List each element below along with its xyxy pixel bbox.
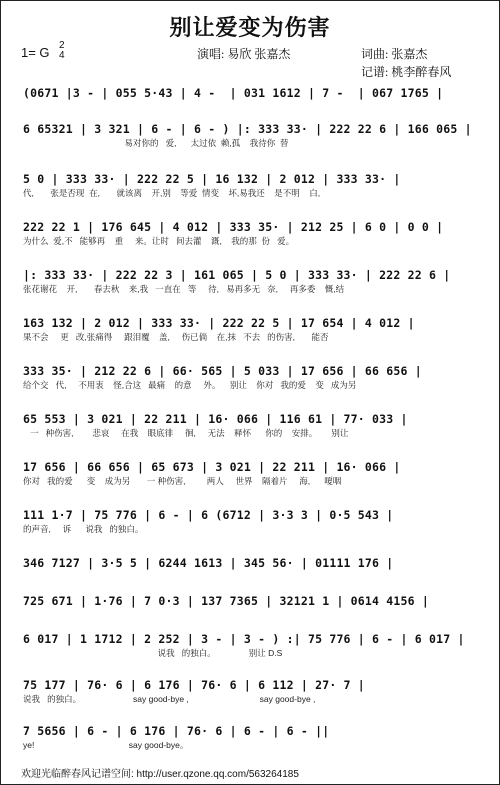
key-signature: 1= G <box>21 45 50 60</box>
notation-line: 725 671 | 1·76 | 7 0·3 | 137 7365 | 32121 1 | 0614 4156 | <box>23 594 430 608</box>
lyric-line: 给个交 代, 不用衷 怪,合这 最痛 的意 外。 别让 你对 我的爱 变 成为另 <box>23 380 357 390</box>
music-system <box>23 723 473 751</box>
lyric-line: 说我 的独白。 say good-bye , say good-bye , <box>23 694 316 704</box>
music-system <box>23 593 473 621</box>
lyric-line: 代, 张是否现 在, 就该离 开,别 等爱 情变 坏,易我还 是不明 白, <box>23 188 321 198</box>
music-system <box>23 555 473 583</box>
lyric-line: ye! say good-bye。 <box>23 740 189 750</box>
notation-line: (0671 |3 - | 055 5·43 | 4 - | 031 1612 | 7 - | 067 1765 | <box>23 86 444 100</box>
lyric-line: 易对你的 爱, 太过依 赖,孤 我待你 替 <box>23 138 289 148</box>
notation-line: 163 132 | 2 012 | 333 33· | 222 22 5 | 17 654 | 4 012 | <box>23 316 415 330</box>
music-system <box>23 171 473 199</box>
music-system <box>23 631 473 659</box>
notation-line: 17 656 | 66 656 | 65 673 | 3 021 | 22 211 | 16· 066 | <box>23 460 401 474</box>
notation-line: 7 5656 | 6 - | 6 176 | 76· 6 | 6 - | 6 - || <box>23 724 330 738</box>
lyric-line: 果不会 更 改,张痛得 跟泪覆 盖, 伤已倘 在,抹 不去 的伤害, 能否 <box>23 332 329 342</box>
notation-line: 75 177 | 76· 6 | 6 176 | 76· 6 | 6 112 | 27· 7 | <box>23 678 365 692</box>
lyric-line <box>23 101 473 113</box>
music-system <box>23 411 473 439</box>
lyric-line: 一 种伤害, 悲哀 在我 眼底徘 徊, 无法 释怀 你的 安排。 别让 <box>23 428 349 438</box>
lyric-line <box>23 571 473 583</box>
music-system <box>23 315 473 343</box>
music-system <box>23 459 473 487</box>
music-system <box>23 267 473 295</box>
song-title: 别让爱变为伤害 <box>169 15 331 40</box>
notation-line: 111 1·7 | 75 776 | 6 - | 6 (6712 | 3·3 3 | 0·5 543 | <box>23 508 394 522</box>
lyric-line <box>23 609 473 621</box>
music-system <box>23 677 473 705</box>
notation-line: 222 22 1 | 176 645 | 4 012 | 333 35· | 212 25 | 6 0 | 0 0 | <box>23 220 444 234</box>
time-signature-top: 2 <box>59 40 65 51</box>
footer-url: 欢迎光临醉春风记谱空间: http://user.qzone.qq.com/563264185 <box>21 769 299 780</box>
music-system <box>23 121 473 149</box>
lyric-line: 的声音, 诉 说我 的独白。 <box>23 524 144 534</box>
time-signature <box>59 41 65 61</box>
lyric-line: 你对 我的爱 变 成为另 一 种伤害, 两人 世界 隔着片 海, 嗄咽 <box>23 476 342 486</box>
lyric-line: 张花谢花 开, 春去秋 来,我 一直在 等 待, 易再多无 奈, 再多委 慨,结 <box>23 284 345 294</box>
notation-line: 333 35· | 212 22 6 | 66· 565 | 5 033 | 17 656 | 66 656 | <box>23 364 422 378</box>
music-system <box>23 507 473 535</box>
singers-credit: 演唱: 易欣 张嘉杰 <box>197 47 291 61</box>
notation-line: 6 65321 | 3 321 | 6 - | 6 - ) |: 333 33· | 222 22 6 | 166 065 | <box>23 122 472 136</box>
notation-credit: 记谱: 桃李醉春风 <box>361 65 452 79</box>
notation-line: 5 0 | 333 33· | 222 22 5 | 16 132 | 2 012 | 333 33· | <box>23 172 401 186</box>
time-signature-bottom: 4 <box>59 50 65 61</box>
lyricist-credit: 词曲: 张嘉杰 <box>361 47 428 61</box>
music-system <box>23 85 473 113</box>
notation-line: 346 7127 | 3·5 5 | 6244 1613 | 345 56· | 01111 176 | <box>23 556 394 570</box>
music-system <box>23 219 473 247</box>
music-system <box>23 363 473 391</box>
notation-line: 6 017 | 1 1712 | 2 252 | 3 - | 3 - ) :| 75 776 | 6 - | 6 017 | <box>23 632 465 646</box>
lyric-line: 说我 的独白。 别让 D.S <box>23 648 283 658</box>
notation-line: 65 553 | 3 021 | 22 211 | 16· 066 | 116 61 | 77· 033 | <box>23 412 408 426</box>
lyric-line: 为什么 爱,不 能够再 重 来。让时 间去灌 溉, 我的那 份 爱。 <box>23 236 295 246</box>
notation-line: |: 333 33· | 222 22 3 | 161 065 | 5 0 | 333 33· | 222 22 6 | <box>23 268 451 282</box>
